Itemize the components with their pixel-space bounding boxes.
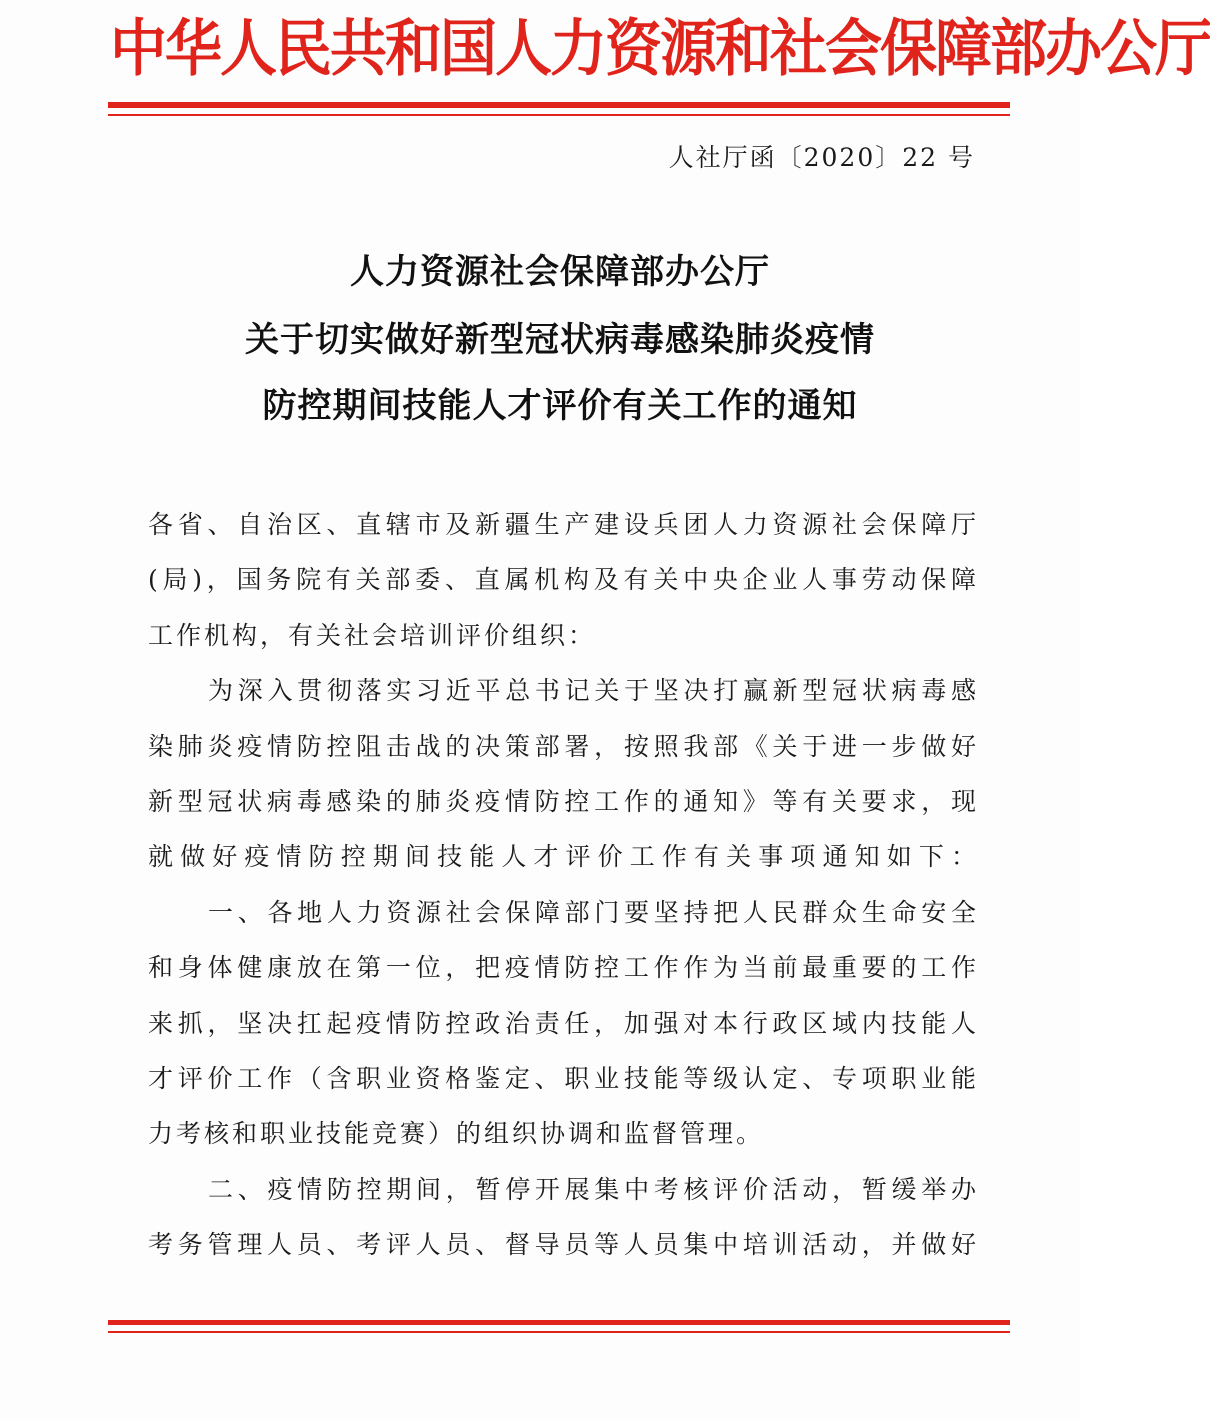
body-line: 力考核和职业技能竞赛）的组织协调和监督管理。 bbox=[148, 1119, 765, 1149]
body-line: 为深入贯彻落实习近平总书记关于坚决打赢新型冠状病毒感 bbox=[208, 676, 976, 706]
body-line: 考务管理人员、考评人员、督导员等人员集中培训活动，并做好 bbox=[148, 1230, 976, 1260]
body-line: 和身体健康放在第一位，把疫情防控工作作为当前最重要的工作 bbox=[148, 953, 976, 983]
body-line: 来抓，坚决扛起疫情防控政治责任，加强对本行政区域内技能人 bbox=[148, 1008, 976, 1038]
body-line: 才评价工作（含职业资格鉴定、职业技能等级认定、专项职业能 bbox=[148, 1063, 976, 1093]
body-line: 一、各地人力资源社会保障部门要坚持把人民群众生命安全 bbox=[208, 897, 976, 927]
document-title-line-1: 人力资源社会保障部办公厅 bbox=[350, 252, 770, 292]
body-line: 染肺炎疫情防控阻击战的决策部署，按照我部《关于进一步做好 bbox=[148, 731, 976, 761]
document-title-line-2: 关于切实做好新型冠状病毒感染肺炎疫情 bbox=[245, 320, 875, 360]
masthead-rule-thin bbox=[108, 114, 1010, 116]
document-body bbox=[148, 497, 976, 1272]
body-line: 工作机构，有关社会培训评价组织： bbox=[148, 620, 597, 650]
masthead-title: 中华人民共和国人力资源和社会保障部办公厅 bbox=[110, 13, 1210, 85]
document-number: 人社厅函〔2020〕22 号 bbox=[668, 143, 975, 172]
document-title-line-3: 防控期间技能人才评价有关工作的通知 bbox=[262, 386, 858, 426]
body-line: 新型冠状病毒感染的肺炎疫情防控工作的通知》等有关要求，现 bbox=[148, 786, 976, 816]
body-line: 就做好疫情防控期间技能人才评价工作有关事项通知如下： bbox=[148, 842, 976, 872]
footer-rule-thick bbox=[108, 1320, 1010, 1325]
body-line: (局)，国务院有关部委、直属机构及有关中央企业人事劳动保障 bbox=[148, 565, 976, 595]
body-line: 二、疫情防控期间，暂停开展集中考核评价活动，暂缓举办 bbox=[208, 1174, 976, 1204]
footer-rule-thin bbox=[108, 1331, 1010, 1333]
masthead-rule-thick bbox=[108, 102, 1010, 108]
body-line: 各省、自治区、直辖市及新疆生产建设兵团人力资源社会保障厅 bbox=[148, 510, 976, 539]
